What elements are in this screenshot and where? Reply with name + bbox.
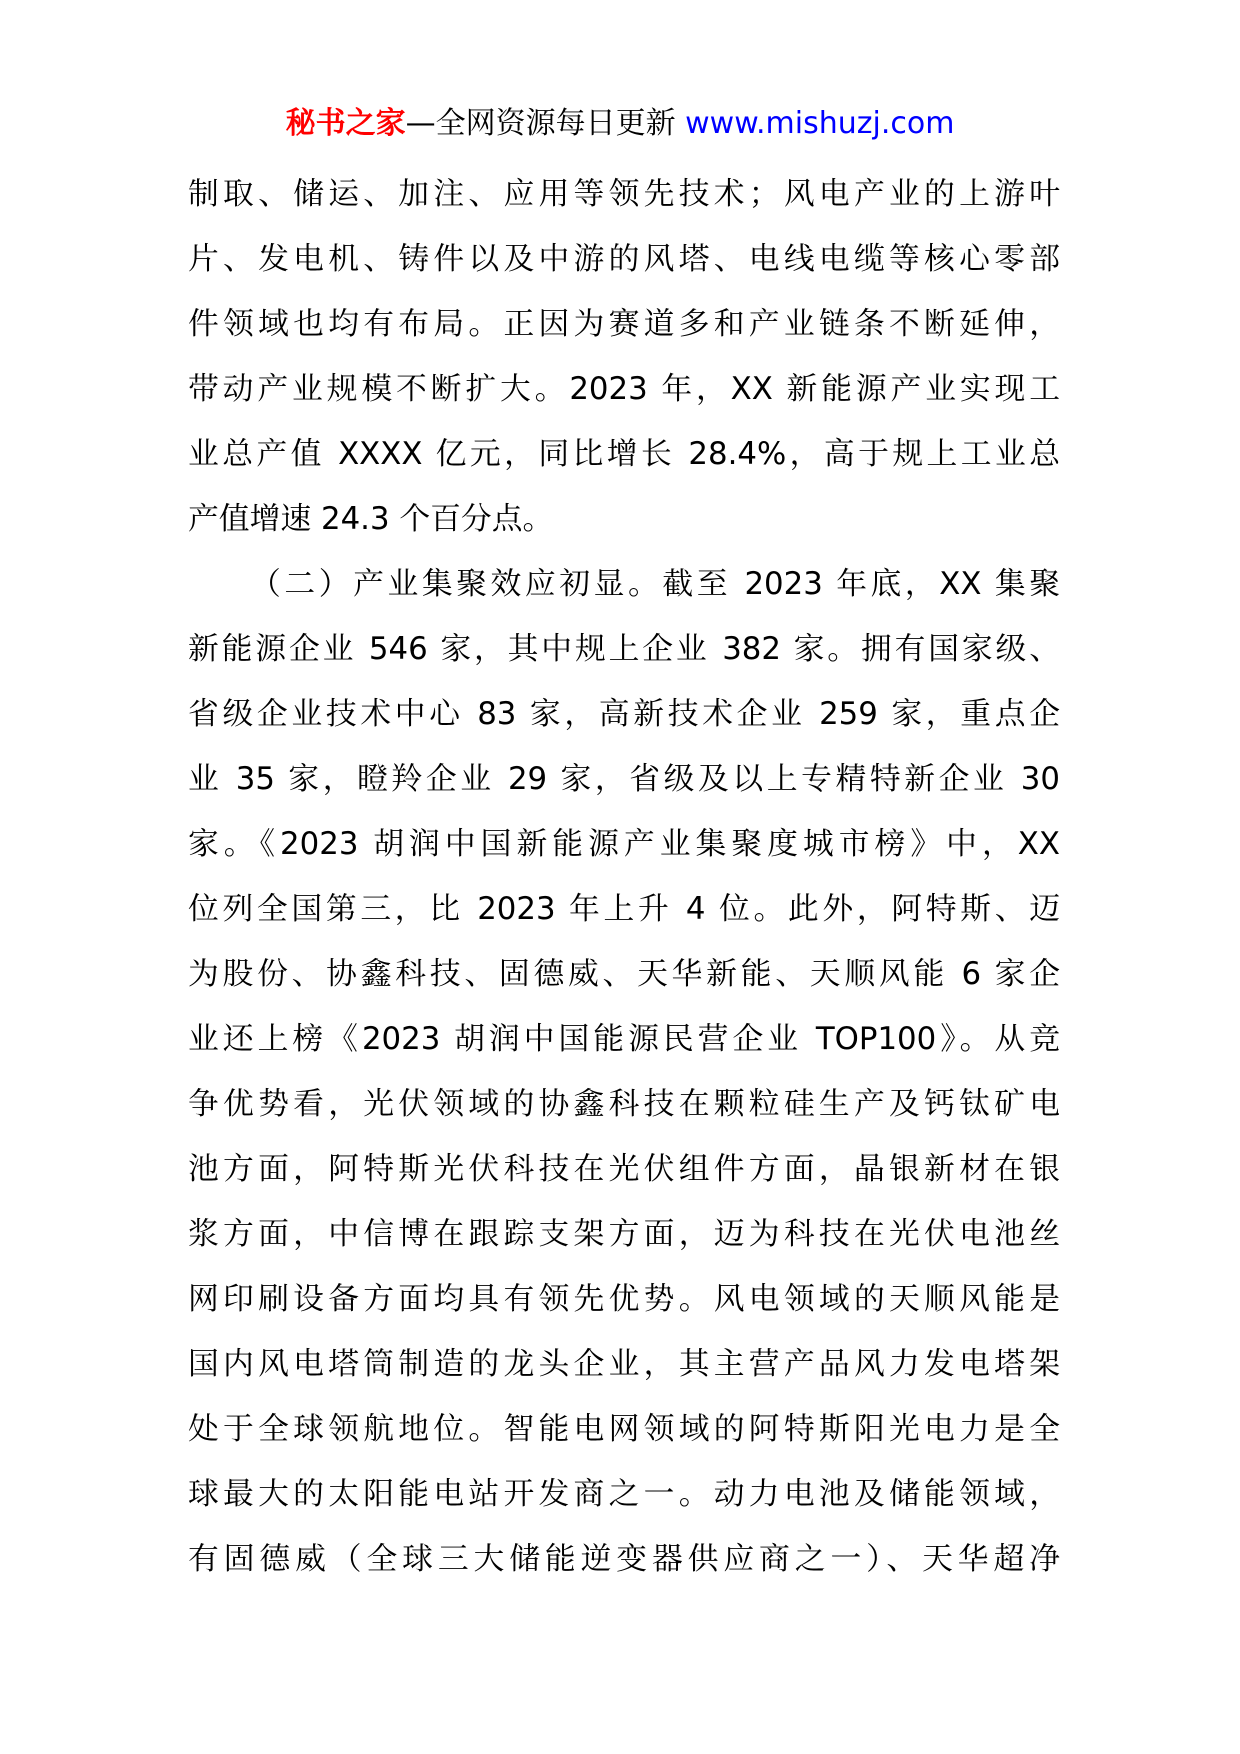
site-header bbox=[0, 104, 1240, 144]
text-line: 新能源企业 546 家，其中规上企业 382 家。拥有国家级、 bbox=[188, 631, 1060, 667]
text-line: 省级企业技术中心 83 家，高新技术企业 259 家，重点企 bbox=[188, 696, 1060, 732]
brand-name: 秘书之家 bbox=[285, 106, 406, 141]
text-line: 业总产值 XXXX 亿元，同比增长 28.4%，高于规上工业总 bbox=[188, 436, 1060, 472]
text-line: 国内风电塔筒制造的龙头企业，其主营产品风力发电塔架 bbox=[188, 1346, 1060, 1382]
site-url-link[interactable]: www.mishuzj.com bbox=[685, 106, 955, 141]
text-line: 网印刷设备方面均具有领先优势。风电领域的天顺风能是 bbox=[188, 1281, 1060, 1317]
text-line: 有固德威（全球三大储能逆变器供应商之一）、天华超净 bbox=[188, 1541, 1060, 1577]
text-line: 业还上榜《2023 胡润中国能源民营企业 TOP100》。从竞 bbox=[188, 1021, 1060, 1057]
text-line: 为股份、协鑫科技、固德威、天华新能、天顺风能 6 家企 bbox=[188, 956, 1060, 992]
text-line: 池方面，阿特斯光伏科技在光伏组件方面，晶银新材在银 bbox=[188, 1151, 1060, 1187]
text-line: 业 35 家，瞪羚企业 29 家，省级及以上专精特新企业 30 bbox=[188, 761, 1060, 797]
text-line: 片、发电机、铸件以及中游的风塔、电线电缆等核心零部 bbox=[188, 241, 1060, 277]
text-line: 位列全国第三，比 2023 年上升 4 位。此外，阿特斯、迈 bbox=[188, 891, 1060, 927]
text-line: 制取、储运、加注、应用等领先技术；风电产业的上游叶 bbox=[188, 176, 1060, 212]
text-line: 处于全球领航地位。智能电网领域的阿特斯阳光电力是全 bbox=[188, 1411, 1060, 1447]
document-body bbox=[188, 162, 1060, 1592]
text-line: 球最大的太阳能电站开发商之一。动力电池及储能领域， bbox=[188, 1476, 1060, 1512]
paragraph-end-line: 产值增速 24.3 个百分点。 bbox=[188, 501, 554, 537]
header-tagline: —全网资源每日更新 bbox=[405, 106, 686, 141]
text-line: 争优势看，光伏领域的协鑫科技在颗粒硅生产及钙钛矿电 bbox=[188, 1086, 1060, 1122]
text-line: 家。《2023 胡润中国新能源产业集聚度城市榜》中，XX bbox=[188, 826, 1060, 862]
text-line: 浆方面，中信博在跟踪支架方面，迈为科技在光伏电池丝 bbox=[188, 1216, 1060, 1252]
section-heading-line: （二）产业集聚效应初显。截至 2023 年底，XX 集聚 bbox=[250, 566, 1060, 602]
text-line: 件领域也均有布局。正因为赛道多和产业链条不断延伸， bbox=[188, 306, 1060, 342]
text-line: 带动产业规模不断扩大。2023 年，XX 新能源产业实现工 bbox=[188, 371, 1060, 407]
